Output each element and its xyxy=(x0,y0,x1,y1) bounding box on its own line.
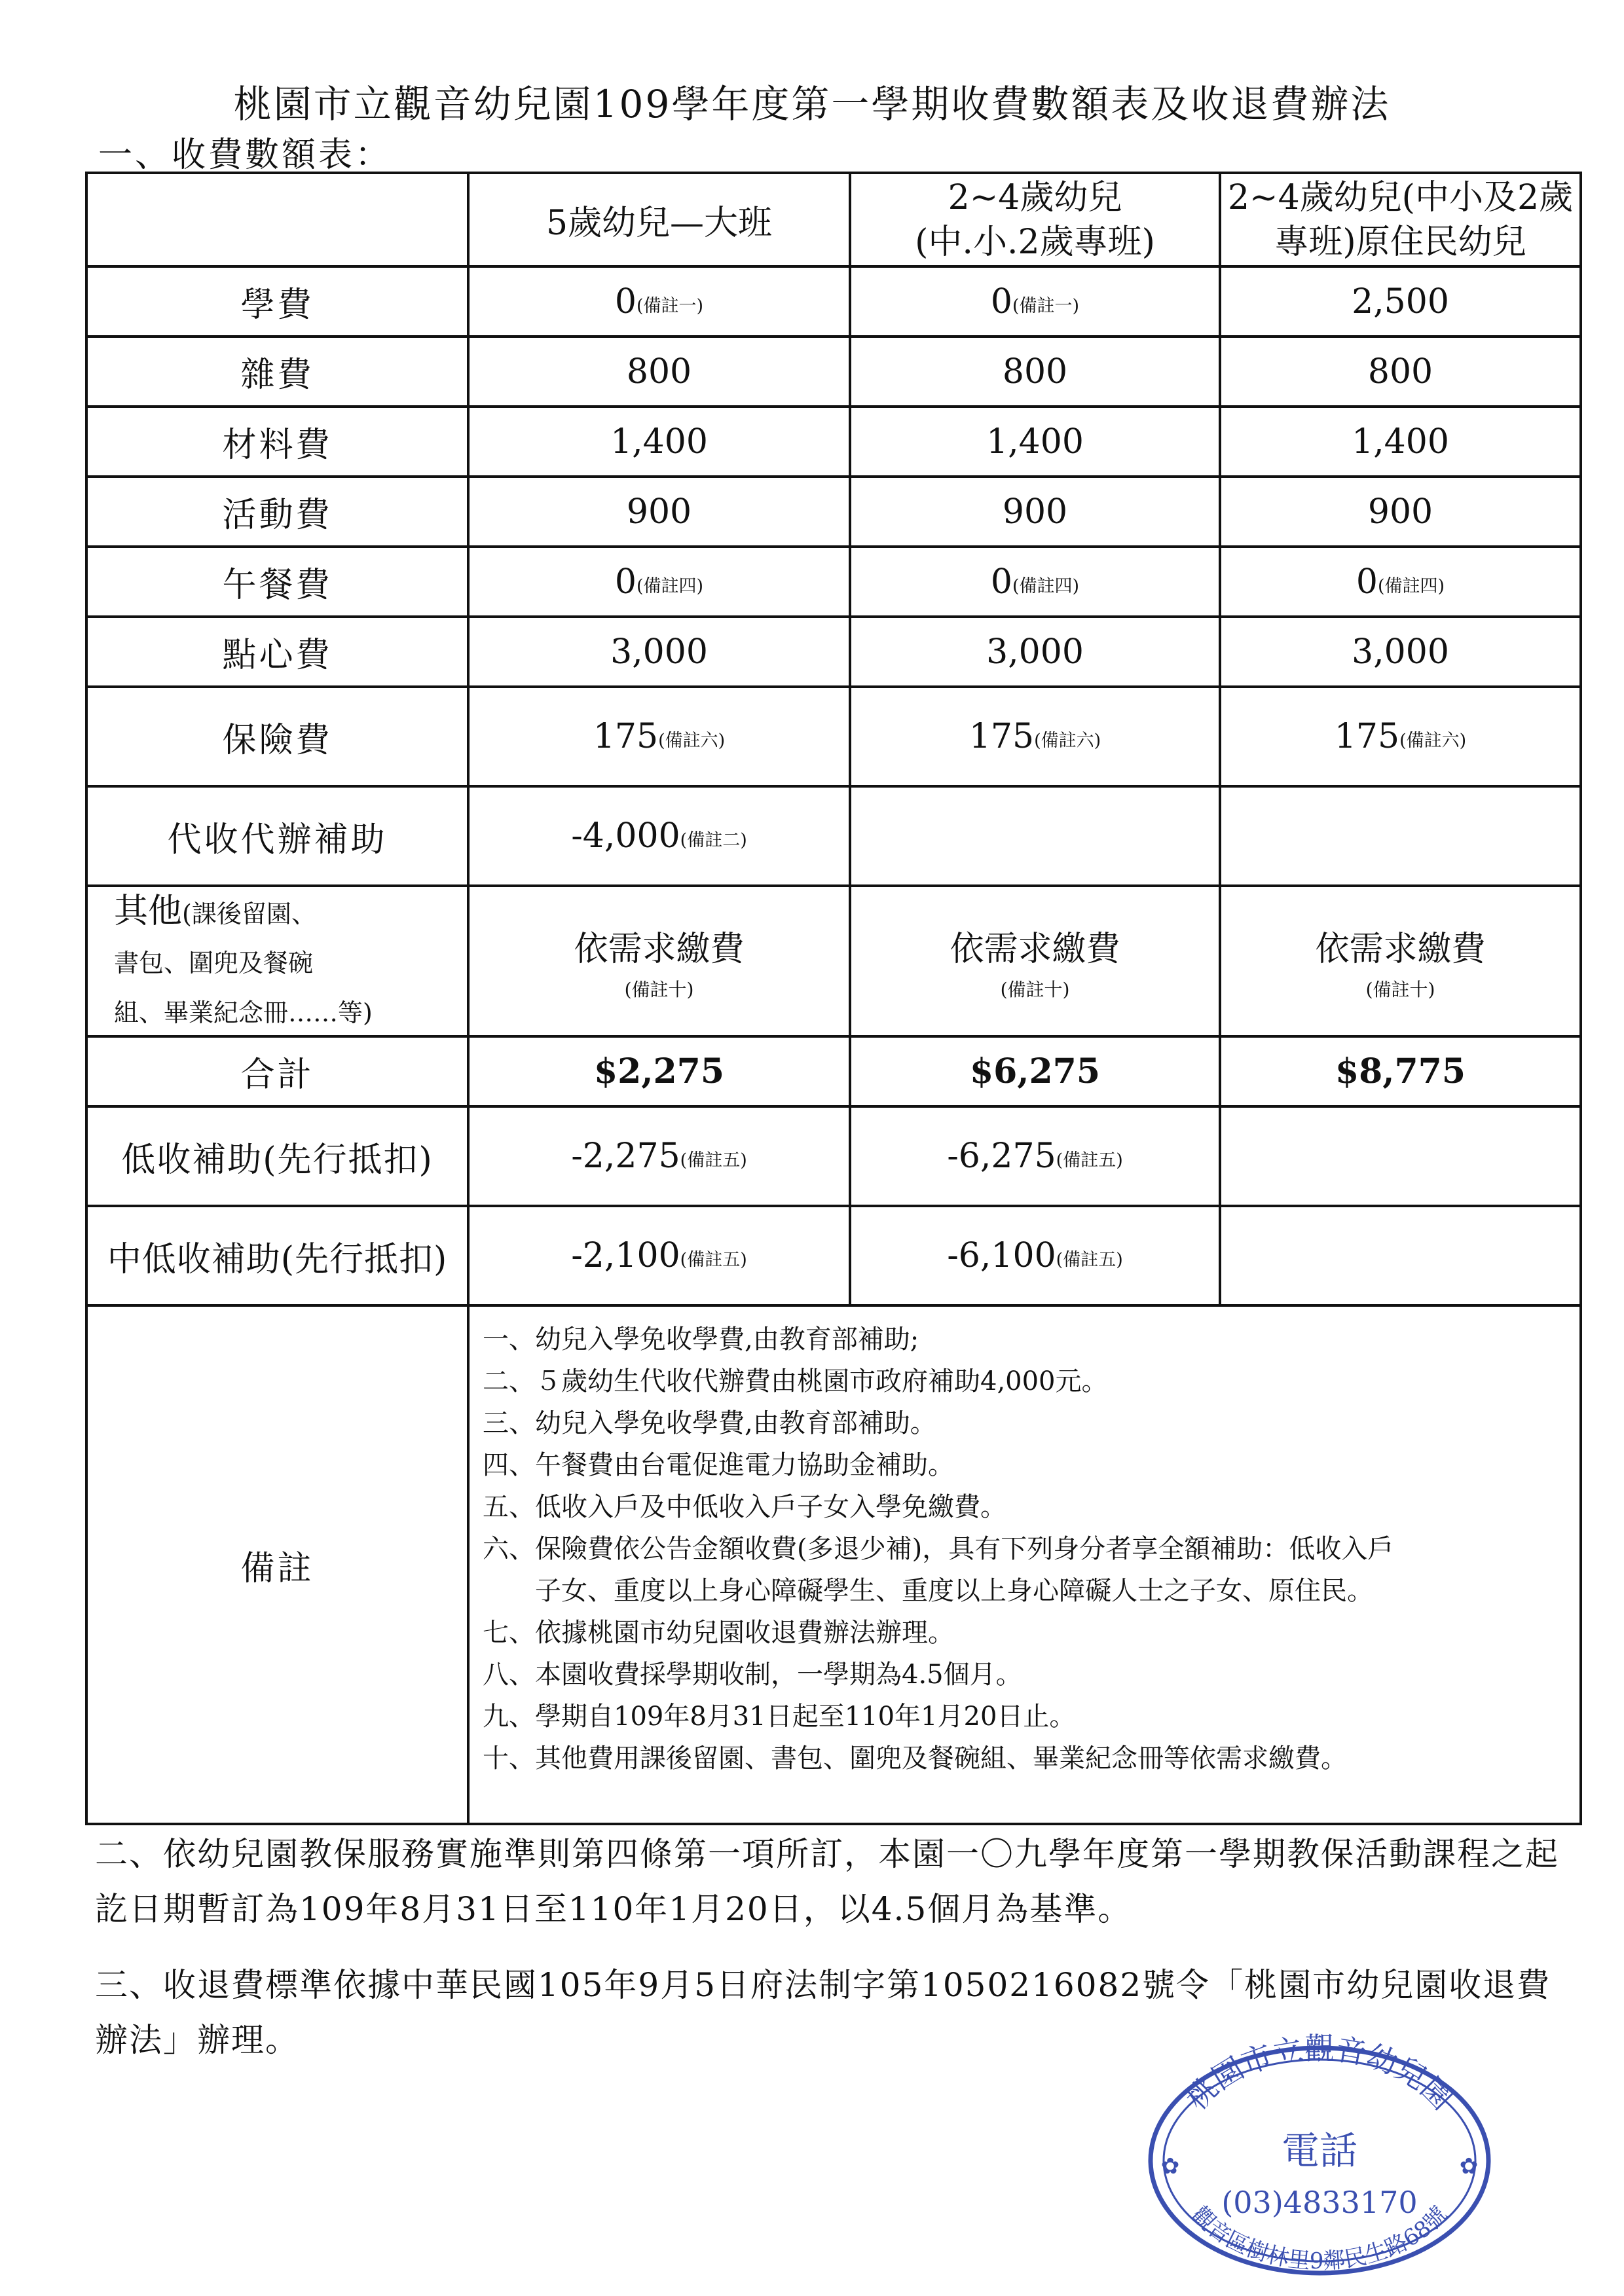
header-col-1: 5歲幼兒—大班 xyxy=(468,173,850,266)
cell: 1,400 xyxy=(468,407,850,477)
table-row xyxy=(86,547,1581,617)
cell: 依需求繳費 (備註十) xyxy=(1220,886,1581,1036)
flower-icon: ✿ xyxy=(1459,2153,1479,2179)
header-col-3: 2~4歲幼兒(中小及2歲 專班)原住民幼兒 xyxy=(1220,173,1581,266)
total-cell: $2,275 xyxy=(468,1036,850,1106)
cell: 900 xyxy=(850,477,1220,547)
section-1-heading: 一、收費數額表： xyxy=(98,136,392,175)
cell: 2,500 xyxy=(1220,266,1581,337)
stamp-phone: (03)4833170 xyxy=(1221,2185,1418,2220)
total-row xyxy=(86,1036,1581,1106)
remark-item: 子女、重度以上身心障礙學生、重度以上身心障礙人士之子女、原住民。 xyxy=(535,1576,1373,1607)
header-row xyxy=(86,173,1581,266)
row-label: 午餐費 xyxy=(86,547,468,617)
table-row xyxy=(86,617,1581,687)
cell-empty xyxy=(1220,1206,1581,1305)
table-row xyxy=(86,886,1581,1036)
remark-item: 四、午餐費由台電促進電力協助金補助。 xyxy=(483,1450,954,1481)
cell: 0(備註一) xyxy=(468,266,850,337)
cell: 依需求繳費 (備註十) xyxy=(850,886,1220,1036)
table-row xyxy=(86,687,1581,786)
table-row xyxy=(86,407,1581,477)
cell: 0(備註四) xyxy=(1220,547,1581,617)
cell-empty xyxy=(850,786,1220,886)
section-3-paragraph: 三、收退費標準依據中華民國105年9月5日府法制字第1050216082號令「桃園市幼兒園收退費辦法」辦理。 xyxy=(95,1966,1551,2059)
remarks-label: 備註 xyxy=(86,1305,468,1824)
document-title: 桃園市立觀音幼兒園109學年度第一學期收費數額表及收退費辦法 xyxy=(233,82,1391,126)
cell: -6,275(備註五) xyxy=(850,1106,1220,1206)
remark-item: 五、低收入戶及中低收入戶子女入學免繳費。 xyxy=(483,1492,1006,1523)
flower-icon: ✿ xyxy=(1160,2153,1180,2179)
cell: -2,100(備註五) xyxy=(468,1206,850,1305)
row-label: 合計 xyxy=(86,1036,468,1106)
row-label: 代收代辦補助 xyxy=(86,786,468,886)
remarks-row xyxy=(86,1305,1581,1824)
cell: 3,000 xyxy=(468,617,850,687)
cell: 900 xyxy=(468,477,850,547)
cell: -6,100(備註五) xyxy=(850,1206,1220,1305)
cell: 3,000 xyxy=(850,617,1220,687)
row-label: 低收補助(先行抵扣) xyxy=(86,1106,468,1206)
cell: -2,275(備註五) xyxy=(468,1106,850,1206)
cell-empty xyxy=(1220,786,1581,886)
remark-item: 六、保險費依公告金額收費(多退少補)，具有下列身分者享全額補助：低收入戶 xyxy=(483,1534,1394,1565)
cell: 0(備註一) xyxy=(850,266,1220,337)
cell: 800 xyxy=(850,337,1220,407)
table-row xyxy=(86,337,1581,407)
cell: 175(備註六) xyxy=(1220,687,1581,786)
table-row xyxy=(86,477,1581,547)
cell: 0(備註四) xyxy=(850,547,1220,617)
cell: 800 xyxy=(1220,337,1581,407)
table-row xyxy=(86,1106,1581,1206)
remark-item: 九、學期自109年8月31日起至110年1月20日止。 xyxy=(483,1702,1076,1732)
cell: -4,000(備註二) xyxy=(468,786,850,886)
cell: 3,000 xyxy=(1220,617,1581,687)
row-label: 雜費 xyxy=(86,337,468,407)
header-blank xyxy=(86,173,468,266)
cell: 依需求繳費 (備註十) xyxy=(468,886,850,1036)
cell: 0(備註四) xyxy=(468,547,850,617)
remarks-content xyxy=(468,1305,1581,1824)
cell-empty xyxy=(1220,1106,1581,1206)
table-row xyxy=(86,1206,1581,1305)
cell: 175(備註六) xyxy=(468,687,850,786)
stamp-arc-bottom: 觀音區樹林里9鄰民生路68號 xyxy=(1186,2201,1453,2275)
row-label: 中低收補助(先行抵扣) xyxy=(86,1206,468,1305)
header-col-2: 2~4歲幼兒 (中.小.2歲專班) xyxy=(850,173,1220,266)
cell: 175(備註六) xyxy=(850,687,1220,786)
table-row xyxy=(86,266,1581,337)
row-label: 材料費 xyxy=(86,407,468,477)
remark-item: 十、其他費用課後留園、書包、圍兜及餐碗組、畢業紀念冊等依需求繳費。 xyxy=(483,1743,1347,1774)
total-cell: $6,275 xyxy=(850,1036,1220,1106)
row-label: 學費 xyxy=(86,266,468,337)
table-row xyxy=(86,786,1581,886)
row-label: 點心費 xyxy=(86,617,468,687)
row-label: 保險費 xyxy=(86,687,468,786)
row-label-other: 其他(課後留園、 書包、圍兜及餐碗 組、畢業紀念冊……等) xyxy=(86,886,468,1036)
total-cell: $8,775 xyxy=(1220,1036,1581,1106)
cell: 1,400 xyxy=(1220,407,1581,477)
stamp-center-label: 電話 xyxy=(1281,2128,1358,2173)
cell: 1,400 xyxy=(850,407,1220,477)
row-label: 活動費 xyxy=(86,477,468,547)
remark-item: 三、幼兒入學免收學費,由教育部補助。 xyxy=(483,1408,936,1439)
remark-item: 七、依據桃園市幼兒園收退費辦法辦理。 xyxy=(483,1618,954,1649)
stamp-arc-top: 桃園市立觀音幼兒園 xyxy=(1179,2033,1460,2117)
remark-item: 二、５歲幼生代收代辦費由桃園市政府補助4,000元。 xyxy=(483,1366,1108,1397)
cell: 800 xyxy=(468,337,850,407)
fee-table xyxy=(85,172,1582,1825)
section-2-paragraph: 二、依幼兒園教保服務實施準則第四條第一項所訂，本園一〇九學年度第一學期教保活動課程之起訖日期暫訂為109年8月31日至110年1月20日，以4.5個月為基準。 xyxy=(95,1835,1559,1928)
cell: 900 xyxy=(1220,477,1581,547)
remark-item: 一、幼兒入學免收學費,由教育部補助; xyxy=(483,1324,919,1355)
remark-item: 八、本園收費採學期收制，一學期為4.5個月。 xyxy=(483,1660,1022,1690)
school-stamp xyxy=(1136,2033,1503,2282)
